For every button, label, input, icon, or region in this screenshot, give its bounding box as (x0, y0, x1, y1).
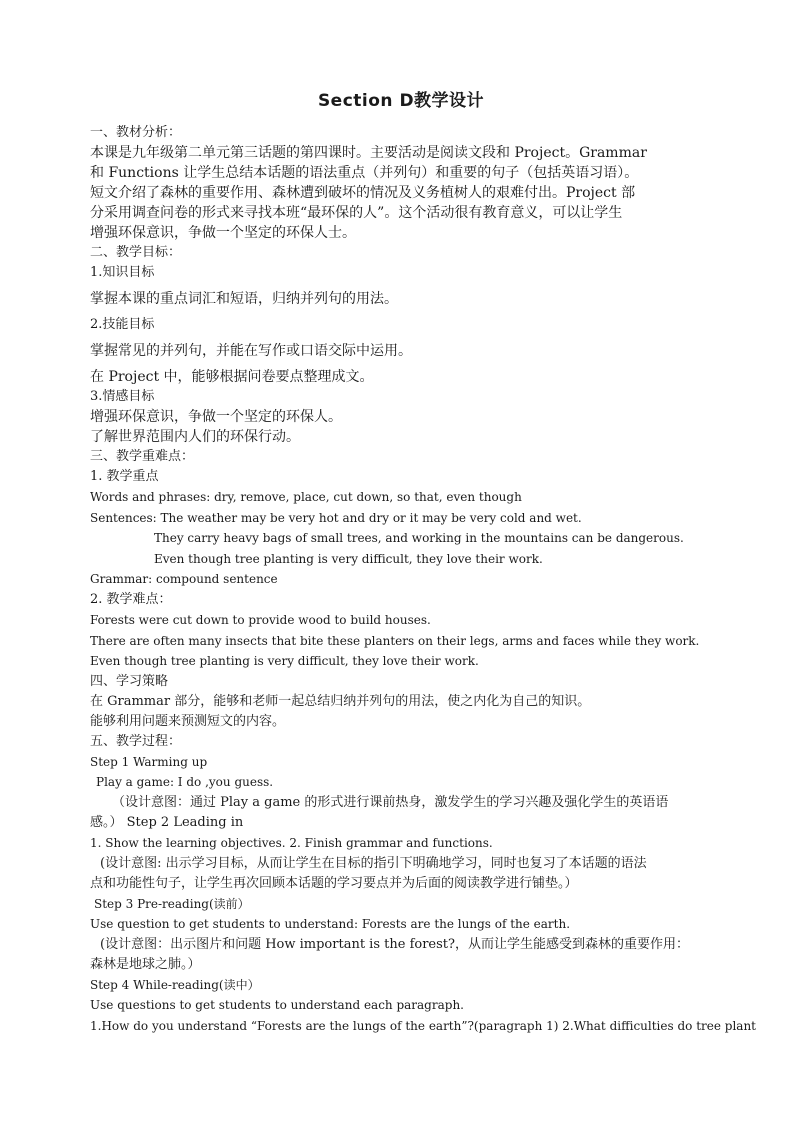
paragraph-line: 在 Grammar 部分，能够和老师一起总结归纳并列句的用法，使之内化为自己的知识。 (90, 693, 591, 709)
document-page (90, 86, 756, 1037)
section-heading: 一、教材分析： (90, 125, 182, 140)
design-note-line: (设计意图：出示图片和问题 How important is the forest?，从而让学生能感受到森林的重要作用： (100, 936, 689, 952)
design-note-line: 森林是地球之肺。） (90, 956, 201, 972)
subheading: 3.情感目标 (90, 389, 155, 404)
design-note-line: 感。） Step 2 Leading in (90, 814, 244, 830)
paragraph-line: 掌握本课的重点词汇和短语，归纳并列句的用法。 (90, 291, 398, 307)
paragraph-line: 分采用调查问卷的形式来寻找本班“最环保的人”。这个活动很有教育意义，可以让学生 (90, 205, 623, 221)
paragraph-line: They carry heavy bags of small trees, and working in the mountains can be dangerous. (154, 531, 684, 546)
subheading: 1. 教学重点 (90, 469, 159, 484)
section-heading: 三、教学重难点： (90, 449, 195, 464)
section-heading: 五、教学过程： (90, 733, 182, 749)
paragraph-line: Even though tree planting is very difficult, they love their work. (90, 654, 479, 669)
paragraph-line: Use questions to get students to understand each paragraph. (90, 998, 464, 1013)
paragraph-line: 1.How do you understand “Forests are the lungs of the earth”?(paragraph 1) 2.What difficulties do tree plant (90, 1018, 756, 1033)
paragraph-line: Grammar: compound sentence (90, 572, 278, 587)
section-heading: 四、学习策略 (90, 673, 169, 689)
paragraph-line: 短文介绍了森林的重要作用、森林遭到破坏的情况及义务植树人的艰难付出。Project 部 (90, 185, 636, 201)
step-heading: Step 1 Warming up (90, 754, 208, 769)
subheading: 2. 教学难点： (90, 591, 172, 607)
paragraph-line: Use question to get students to understand: Forests are the lungs of the earth. (90, 917, 571, 932)
step-heading: Step 4 While-reading(读中） (90, 977, 260, 992)
step-heading: Step 3 Pre-reading(读前） (94, 896, 250, 911)
paragraph-line: There are often many insects that bite these planters on their legs, arms and faces while they work. (90, 633, 700, 648)
design-note-line: (设计意图: 出示学习目标，从而让学生在目标的指引下明确地学习，同时也复习了本话题的语法 (100, 855, 647, 871)
document-title: Section D教学设计 (317, 91, 485, 111)
paragraph-line: 在 Project 中，能够根据问卷要点整理成文。 (90, 369, 374, 385)
paragraph-line: 增强环保意识，争做一个坚定的环保人士。 (90, 225, 356, 241)
paragraph-line: Forests were cut down to provide wood to build houses. (90, 612, 431, 627)
paragraph-line: Even though tree planting is very difficult, they love their work. (154, 551, 543, 566)
paragraph-line: 1. Show the learning objectives. 2. Finish grammar and functions. (90, 835, 493, 850)
paragraph-line: 和 Functions 让学生总结本话题的语法重点（并列句）和重要的句子（包括英语习语）。 (90, 165, 639, 181)
section-heading: 二、教学目标： (90, 245, 182, 260)
subheading: 1.知识目标 (90, 265, 155, 280)
paragraph-line: 掌握常见的并列句，并能在写作或口语交际中运用。 (90, 343, 412, 359)
paragraph-line: Play a game: I do ,you guess. (96, 775, 274, 790)
paragraph-line: 能够利用问题来预测短文的内容。 (90, 713, 286, 729)
design-note-line: （设计意图：通过 Play a game 的形式进行课前热身，激发学生的学习兴趣及强化学生的英语语 (112, 794, 669, 810)
paragraph-line: 增强环保意识，争做一个坚定的环保人。 (90, 409, 342, 425)
subheading: 2.技能目标 (90, 317, 155, 332)
paragraph-line: Words and phrases: dry, remove, place, cut down, so that, even though (90, 490, 522, 504)
paragraph-line: Sentences: The weather may be very hot and dry or it may be very cold and wet. (90, 510, 582, 525)
design-note-line: 点和功能性句子，让学生再次回顾本话题的学习要点并为后面的阅读教学进行铺垫。） (90, 875, 578, 891)
paragraph-line: 本课是九年级第二单元第三话题的第四课时。主要活动是阅读文段和 Project。Grammar (90, 145, 647, 161)
paragraph-line: 了解世界范围内人们的环保行动。 (90, 429, 300, 445)
